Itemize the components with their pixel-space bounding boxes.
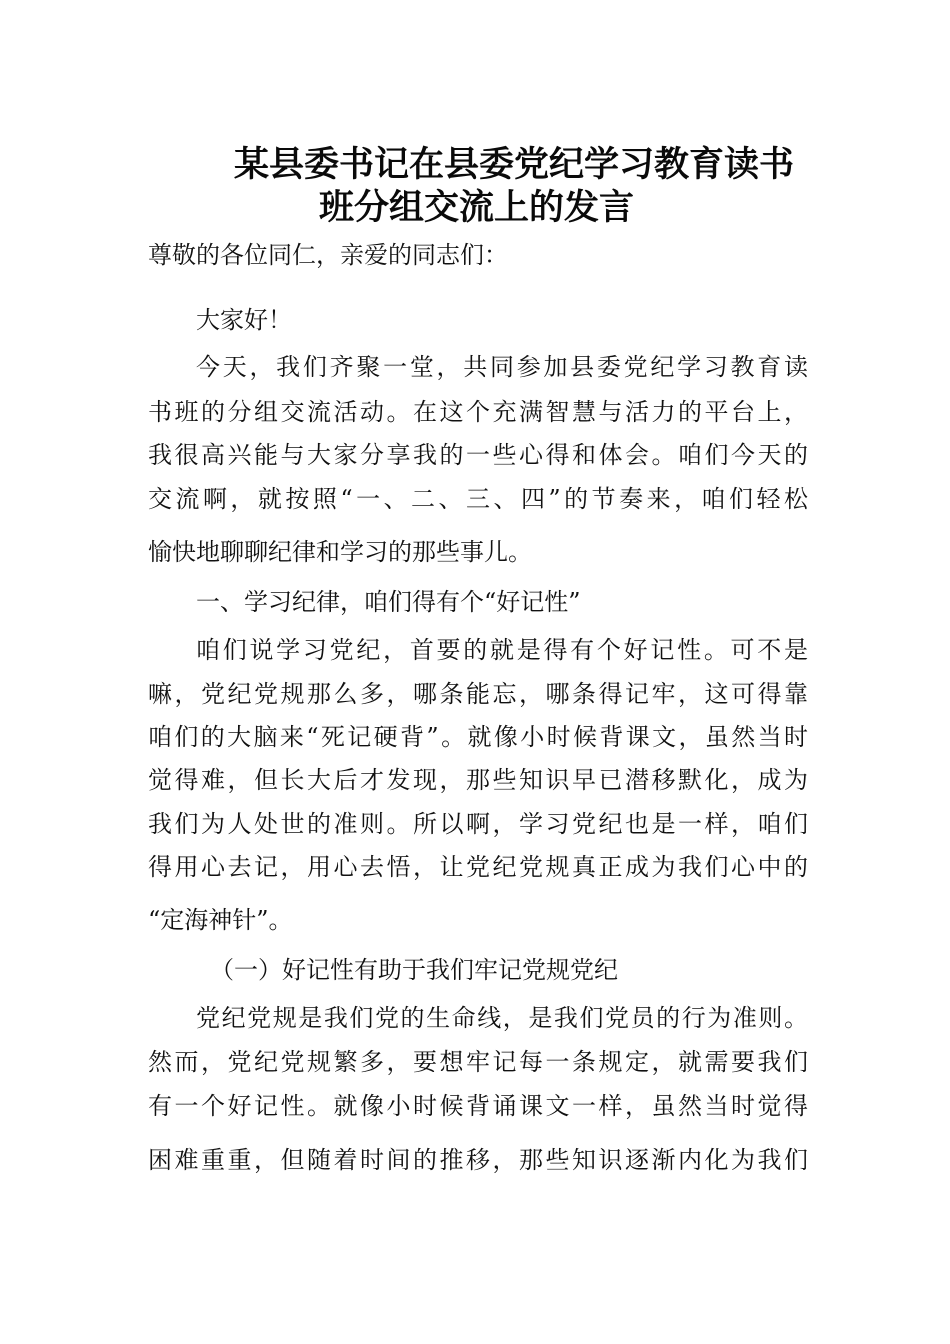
intro-line: 愉快地聊聊纪律和学习的那些事儿。 (148, 538, 532, 566)
section-heading: 一、学习纪律，咱们得有个“好记性” (196, 588, 581, 616)
greeting: 大家好！ (196, 306, 292, 334)
intro-line: 我很高兴能与大家分享我的一些心得和体会。咱们今天的 (148, 441, 808, 469)
intro-line: 今天，我们齐聚一堂，共同参加县委党纪学习教育读 (196, 353, 808, 381)
intro-line: 交流啊，就按照“一、二、三、四”的节奏来，咱们轻松 (148, 485, 808, 513)
section-body-line: 我们为人处世的准则。所以啊，学习党纪也是一样，咱们 (148, 810, 808, 838)
document-title-line-2: 班分组交流上的发言 (319, 188, 635, 228)
salutation: 尊敬的各位同仁，亲爱的同志们： (148, 241, 508, 269)
section-body-line: 嘛，党纪党规那么多，哪条能忘，哪条得记牢，这可得靠 (148, 680, 808, 708)
section-body-line: 咱们的大脑来“死记硬背”。就像小时候背课文，虽然当时 (148, 723, 808, 751)
section-body-line: 咱们说学习党纪，首要的就是得有个好记性。可不是 (196, 636, 808, 664)
intro-line: 书班的分组交流活动。在这个充满智慧与活力的平台上， (148, 398, 808, 426)
section-body-line: 得用心去记，用心去悟，让党纪党规真正成为我们心中的 (148, 853, 808, 881)
section-body-line: “定海神针”。 (148, 906, 293, 934)
subsection-body-line: 党纪党规是我们党的生命线，是我们党员的行为准则。 (196, 1004, 808, 1032)
subsection-body-line: 然而，党纪党规繁多，要想牢记每一条规定，就需要我们 (148, 1048, 808, 1076)
document-title-line-1: 某县委书记在县委党纪学习教育读书 (234, 145, 795, 185)
subsection-body-line: 有一个好记性。就像小时候背诵课文一样，虽然当时觉得 (148, 1092, 808, 1120)
section-body-line: 觉得难，但长大后才发现，那些知识早已潜移默化，成为 (148, 766, 808, 794)
subsection-body-line: 困难重重，但随着时间的推移，那些知识逐渐内化为我们 (148, 1146, 808, 1174)
subsection-heading: （一）好记性有助于我们牢记党规党纪 (210, 956, 618, 984)
